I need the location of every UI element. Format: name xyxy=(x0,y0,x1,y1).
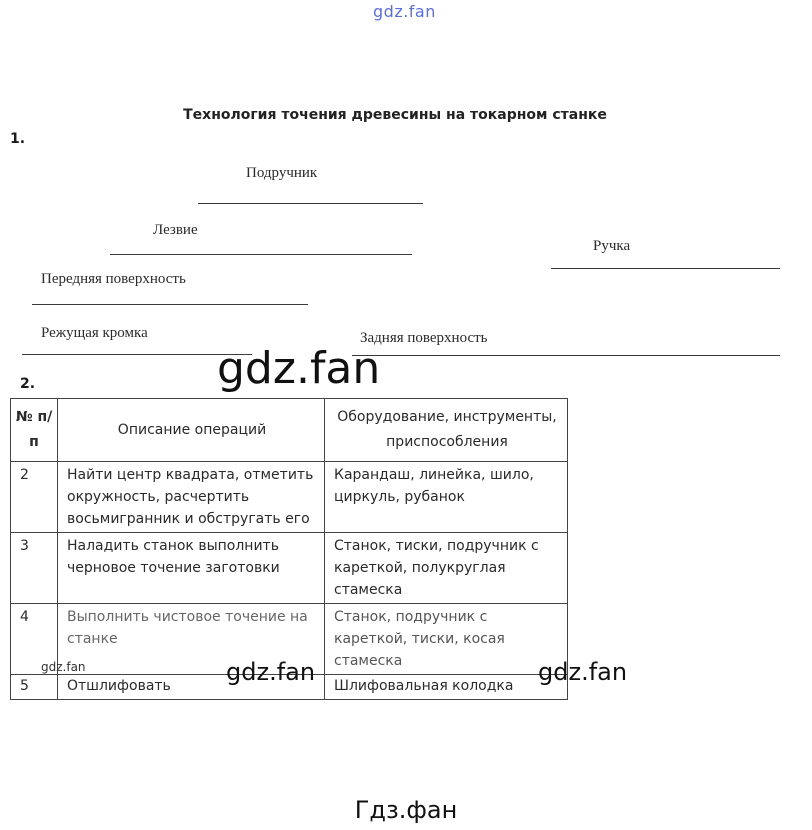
watermark-mid-left: gdz.fan xyxy=(226,658,316,686)
operations-table xyxy=(10,398,568,700)
underline-zadnyaya xyxy=(352,355,780,356)
table-row xyxy=(11,462,568,533)
section-2-number: 2. xyxy=(20,376,36,392)
row-equipment: Шлифовальная колодка xyxy=(325,675,568,700)
row-description: Отшлифовать xyxy=(58,675,325,700)
header-equipment: Оборудование, инструменты, приспособления xyxy=(325,399,568,462)
label-ruchka: Ручка xyxy=(593,238,631,254)
row-num: 4 xyxy=(11,604,58,675)
row-equipment: Карандаш, линейка, шило, циркуль, рубанок xyxy=(325,462,568,533)
watermark-large: gdz.fan xyxy=(217,343,381,394)
page-title: Технология точения древесины на токарном станке xyxy=(183,107,607,123)
label-podruchnik: Подручник xyxy=(246,165,318,181)
row-num: 3 xyxy=(11,533,58,604)
watermark-top: gdz.fan xyxy=(373,2,436,21)
row-description: Выполнить чистовое точение на станке xyxy=(58,604,325,675)
header-num: № п/п xyxy=(11,399,58,462)
row-num: 2 xyxy=(11,462,58,533)
underline-perednyaya xyxy=(32,304,308,305)
row-equipment: Станок, тиски, подручник с кареткой, полукруглая стамеска xyxy=(325,533,568,604)
underline-lezvie xyxy=(110,254,412,255)
row-equipment: Станок, подручник с кареткой, тиски, косая стамеска xyxy=(325,604,568,675)
label-rezhushchaya: Режущая кромка xyxy=(41,325,148,341)
header-description: Описание операций xyxy=(58,399,325,462)
underline-ruchka xyxy=(551,268,780,269)
row-description: Найти центр квадрата, отметить окружность, расчертить восьмигранник и обстругать его xyxy=(58,462,325,533)
row-description: Наладить станок выполнить черновое точение заготовки xyxy=(58,533,325,604)
table-header-row xyxy=(11,399,568,462)
watermark-mid-right: gdz.fan xyxy=(538,658,628,686)
table-row xyxy=(11,533,568,604)
row-num: 5 xyxy=(11,675,58,700)
label-perednyaya: Передняя поверхность xyxy=(41,271,186,287)
label-zadnyaya: Задняя поверхность xyxy=(360,330,488,346)
watermark-bottom: Гдз.фан xyxy=(354,796,458,824)
watermark-small: gdz.fan xyxy=(41,660,86,674)
section-1-number: 1. xyxy=(10,131,26,147)
label-lezvie: Лезвие xyxy=(153,222,198,238)
underline-podruchnik xyxy=(198,203,423,204)
